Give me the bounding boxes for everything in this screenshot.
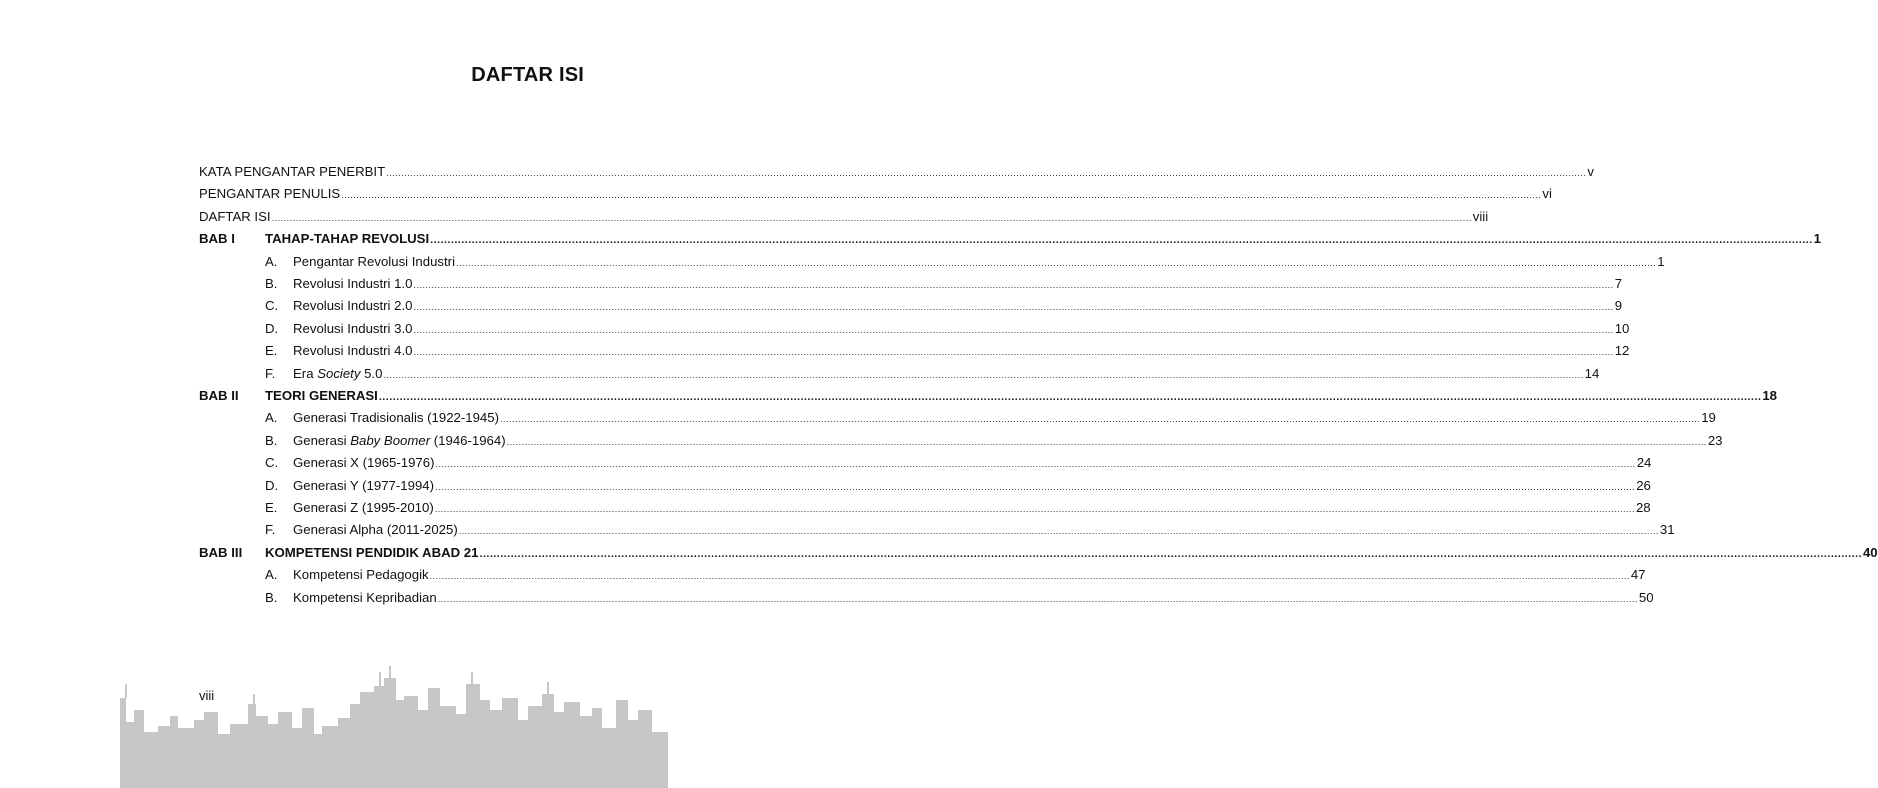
toc-page-number: 19 [1701,410,1716,426]
section-title-text: Kompetensi Pedagogik [293,567,429,583]
skyline-antenna [471,672,473,686]
section-letter: F. [265,522,276,538]
chapter-number: BAB II [199,388,239,403]
section-letter: E. [265,500,278,515]
section-letter: D. [265,320,279,336]
dot-leader: ................................................................................................................................................................................................................................................................................................................................................................................................................ [506,436,1707,447]
section-title-text: Era [293,365,318,381]
dot-leader: ................................................................................................................................................................................................................................................................................................................................................................................................................ [386,168,1587,178]
section-title [293,340,412,362]
toc-front-matter-row [199,161,1594,183]
toc-section-row [199,430,1723,452]
toc-section-row [199,273,1623,295]
dot-leader: ................................................................................................................................................................................................................................................................................................................................................................................................................ [499,414,1701,425]
toc-front-matter-row [199,183,1552,205]
toc-page-number: 1 [1813,231,1821,247]
toc-section-row [199,452,1652,474]
dot-leader: ................................................................................................................................................................................................................................................................................................................................................................................................................ [413,347,1614,358]
skyline-antenna [125,684,127,698]
toc-section-row [199,251,1665,273]
section-title [293,452,434,474]
section-title-text: Revolusi Industri 2.0 [293,298,413,314]
toc-section-row [199,564,1646,586]
toc-page-number: vi [1542,186,1552,202]
dot-leader: ................................................................................................................................................................................................................................................................................................................................................................................................................ [413,302,1614,313]
toc-entry-label: DAFTAR ISI [199,208,271,224]
section-title-text: Revolusi Industri 4.0 [293,343,413,359]
section-letter: A. [265,410,278,426]
section-title [293,251,455,273]
section-title [293,318,412,340]
toc-page-number: 7 [1614,276,1623,291]
toc-page-number: 28 [1635,500,1651,515]
toc-page-number: 40 [1862,544,1878,560]
page-title: DAFTAR ISI [471,64,584,86]
section-title-text: Generasi Tradisionalis (1922-1945) [293,410,499,426]
toc-page-number: 12 [1614,343,1630,359]
toc-section-row [199,497,1651,519]
toc-page-number: 23 [1707,432,1723,448]
skyline-antenna [389,666,391,680]
toc-section-row [199,587,1654,609]
toc-page-number: 31 [1659,522,1675,538]
section-title-text: Generasi Z (1995-2010) [293,500,434,515]
section-letter: A. [265,253,278,269]
toc-section-row [199,363,1600,385]
toc-page-number: 18 [1762,388,1777,403]
section-title-text: Generasi X (1965-1976) [293,455,435,471]
dot-leader: ................................................................................................................................................................................................................................................................................................................................................................................................................ [341,190,1542,201]
section-title [293,497,434,519]
dot-leader: ................................................................................................................................................................................................................................................................................................................................................................................................................ [413,324,1614,335]
section-letter: C. [265,455,279,471]
section-title [293,587,437,609]
skyline-antenna [379,672,381,686]
dot-leader: ................................................................................................................................................................................................................................................................................................................................................................................................................ [383,369,1584,380]
toc-page-number: 50 [1638,589,1654,605]
section-title-italic: Society [317,365,361,381]
section-title [293,273,412,295]
toc-page-number: viii [1472,208,1489,224]
section-letter: D. [265,477,279,493]
dot-leader: ................................................................................................................................................................................................................................................................................................................................................................................................................ [430,234,1813,247]
section-letter: A. [265,567,278,583]
section-title [293,295,412,317]
toc-section-row [199,519,1675,541]
toc-page-number: 14 [1584,365,1600,381]
section-letter: B. [265,276,278,291]
section-title-text: 5.0 [360,365,383,381]
toc-page-number: 24 [1636,455,1652,471]
section-title [293,363,382,385]
section-letter: B. [265,432,278,448]
skyline-antenna [253,694,255,708]
section-title-italic: Baby Boomer [350,432,431,448]
dot-leader: ................................................................................................................................................................................................................................................................................................................................................................................................................ [456,257,1657,268]
toc-front-matter-row [199,206,1489,228]
chapter-title: TEORI GENERASI [265,388,378,403]
skyline-antenna [547,682,549,696]
dot-leader: ................................................................................................................................................................................................................................................................................................................................................................................................................ [435,459,1636,470]
toc-section-row [199,295,1623,317]
section-title [293,475,434,497]
dot-leader: ................................................................................................................................................................................................................................................................................................................................................................................................................ [271,212,1472,223]
dot-leader: ................................................................................................................................................................................................................................................................................................................................................................................................................ [434,504,1635,514]
section-title-text: (1946-1964) [430,432,506,448]
section-title-text: Generasi Alpha (2011-2025) [293,522,458,538]
section-letter: E. [265,343,278,359]
section-title [293,407,499,429]
toc-chapter-row [199,228,1821,250]
section-title [293,519,458,541]
dot-leader: ................................................................................................................................................................................................................................................................................................................................................................................................................ [429,571,1630,582]
chapter-number: BAB I [199,231,235,247]
toc-entry-label: KATA PENGANTAR PENERBIT [199,164,386,179]
chapter-title: KOMPETENSI PENDIDIK ABAD 21 [265,544,479,560]
section-title-text: Kompetensi Kepribadian [293,589,437,605]
toc-page-number: 47 [1630,567,1646,583]
dot-leader: ................................................................................................................................................................................................................................................................................................................................................................................................................ [435,481,1636,492]
section-title-text: Generasi [293,432,351,448]
chapter-title: TAHAP-TAHAP REVOLUSI [265,231,430,247]
section-title [293,564,429,586]
section-letter: B. [265,589,278,605]
section-title-text: Generasi Y (1977-1994) [293,477,435,493]
toc-chapter-row [199,385,1777,407]
dot-leader: ................................................................................................................................................................................................................................................................................................................................................................................................................ [378,391,1762,403]
city-skyline-illustration [120,640,668,788]
toc-entry-label: PENGANTAR PENULIS [199,186,341,202]
toc-page-number: 9 [1614,298,1623,314]
section-title-text: Revolusi Industri 1.0 [293,276,413,291]
section-title-text: Revolusi Industri 3.0 [293,320,413,336]
dot-leader: ................................................................................................................................................................................................................................................................................................................................................................................................................ [458,526,1659,537]
chapter-number: BAB III [199,544,243,560]
toc-page-number: 10 [1614,320,1630,336]
toc-page-number: v [1587,164,1594,179]
dot-leader: ................................................................................................................................................................................................................................................................................................................................................................................................................ [479,547,1862,560]
toc-section-row [199,407,1716,429]
toc-page-number: 1 [1657,253,1665,269]
page-number: viii [199,688,215,703]
toc-section-row [199,475,1651,497]
toc-section-row [199,340,1630,362]
skyline-base [120,740,668,788]
toc-section-row [199,318,1630,340]
section-letter: C. [265,298,279,314]
dot-leader: ................................................................................................................................................................................................................................................................................................................................................................................................................ [437,593,1638,604]
dot-leader: ................................................................................................................................................................................................................................................................................................................................................................................................................ [413,280,1614,290]
toc-chapter-row [199,542,1878,564]
toc-page-number: 26 [1636,477,1651,493]
section-letter: F. [265,365,276,381]
section-title [293,430,506,452]
section-title-text: Pengantar Revolusi Industri [293,253,456,269]
